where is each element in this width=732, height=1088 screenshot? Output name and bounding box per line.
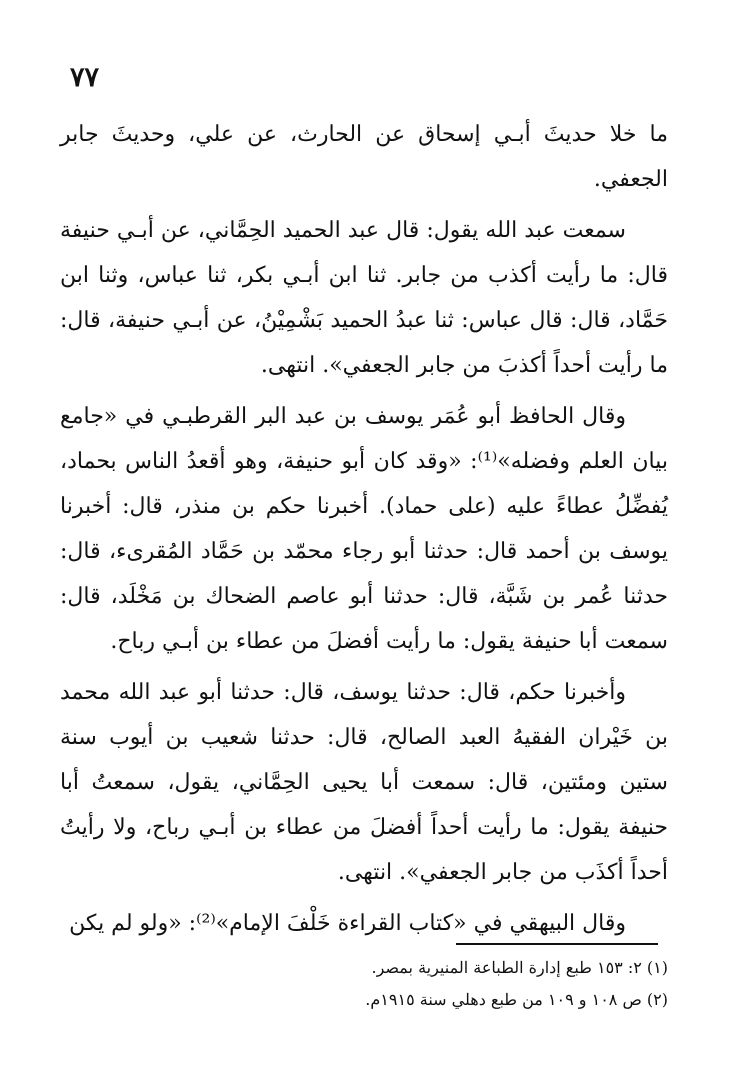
- footnote-1: (١) ٢: ١٥٣ طبع إدارة الطباعة المنيرية بمصر.: [371, 958, 668, 977]
- page-number: ٧٧: [70, 62, 100, 93]
- footnote-2: (٢) ص ١٠٨ و ١٠٩ من طبع دهلي سنة ١٩١٥م.: [365, 990, 668, 1009]
- paragraph-3: وقال الحافظ أبو عُمَر يوسف بن عبد البر القرطبـي في «جامع بيان العلم وفضله»⁽¹⁾: «وقد كان أبو حنيفة، وهو أقعدُ الناس بحماد، يُفضِّلُ عطاءً عليه (على حماد). أخبرنا حكم بن منذر، قال: أخبرنا يوسف بن أحمد قال: حدثنا أبو رجاء محمّد بن حَمَّاد المُقرىء، قال: حدثنا عُمر بن شَبَّة، قال: حدثنا أبو عاصم الضحاك بن مَخْلَد، قال: سمعت أبا حنيفة يقول: ما رأيت أفضلَ من عطاء بن أبـي رباح.: [60, 404, 669, 654]
- paragraph-1: ما خلا حديثَ أبـي إسحاق عن الحارث، عن علي، وحديثَ جابر الجعفي.: [60, 122, 668, 192]
- footnote-divider: [456, 943, 658, 945]
- paragraph-4: وأخبرنا حكم، قال: حدثنا يوسف، قال: حدثنا أبو عبد الله محمد بن خَيْران الفقيهُ العبد الصالح، قال: حدثنا شعيب بن أيوب سنة ستين ومئتين، قال: سمعت أبا يحيى الحِمَّاني، يقول، سمعتُ أبا حنيفة يقول: ما رأيت أحداً أفضلَ من عطاء بن أبـي رباح، ولا رأيتُ أحداً أكذَب من جابر الجعفي». انتهى.: [60, 680, 668, 885]
- footnotes: [230, 952, 668, 1016]
- main-text: [60, 112, 668, 952]
- paragraph-2: سمعت عبد الله يقول: قال عبد الحميد الحِمَّاني، عن أبـي حنيفة قال: ما رأيت أكذب من جابر. ثنا ابن أبـي بكر، ثنا عباس، وثنا ابن حَمَّاد، قال: قال عباس: ثنا عبدُ الحميد بَشْمِيْنُ، عن أبـي حنيفة، قال: ما رأيت أحداً أكذبَ من جابر الجعفي». انتهى.: [60, 218, 668, 378]
- paragraph-5: وقال البيهقي في «كتاب القراءة خَلْفَ الإمام»⁽²⁾: «ولو لم يكن: [69, 911, 626, 936]
